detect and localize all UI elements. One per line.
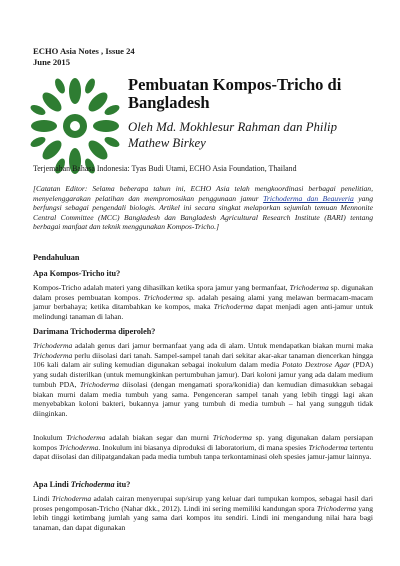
- issue-line: ECHO Asia Notes , Issue 24: [33, 46, 135, 56]
- section-heading-what-is: Apa Kompos-Tricho itu?: [33, 269, 121, 278]
- issue-header: [33, 46, 135, 67]
- text-run: . Inokulum ini biasanya diproduksi di laboratorium, di mana spesies: [98, 442, 309, 452]
- text-run: diisolasi (dengan mengamati spora/konidia) dan kemudian dimasukkan sebagai biakan murni dalam media tumbuh yang sama. Pengenceran sampel tanah yang lebih tinggi lagi akan menyebabkan koloni bakteri, bukannya jamur yang tumbuh di media tumbuh – hal yang sungguh tidak diinginkan.: [33, 379, 374, 418]
- text-run-italic: Potato Dextrose Agar: [281, 360, 350, 370]
- text-run-italic: Trichoderma: [308, 442, 348, 452]
- text-run-italic: Trichoderma: [33, 350, 73, 360]
- text-run: sp. yang digunakan dalam persiapan kompos: [33, 433, 373, 452]
- text-run-italic: Trichoderma: [70, 480, 115, 489]
- text-run: (PDA) yang sudah disterilkan (untuk memungkinkan pertumbuhan jamur). Dari koloni jamur yang ada dalam medium tumbuh PDA,: [33, 360, 373, 389]
- article-author: Oleh Md. Mokhlesur Rahman dan Philip Mathew Birkey: [128, 120, 337, 150]
- text-run-italic: Trichoderma: [59, 442, 99, 452]
- text-run-italic: Trichoderma: [66, 433, 106, 442]
- text-run: sp. digunakan dalam proses pembuatan kompos.: [33, 283, 373, 302]
- text-run-italic: Trichoderma: [79, 379, 120, 389]
- text-run: Lindi: [33, 494, 52, 503]
- issue-date: June 2015: [33, 56, 71, 67]
- text-run-italic: Trichoderma: [316, 503, 357, 513]
- article-title: Pembuatan Kompos-Tricho di Bangladesh: [128, 75, 342, 112]
- text-run: sp. adalah pesaing alami yang melawan bermacam-macam jamur berbahaya; ketika ditambahkan ke kompos, maka: [33, 292, 373, 312]
- text-run: adalah cairan menyerupai sup/sirup yang keluar dari tumpukan kompos, sebagai hasil dari proses pengomposan-Tricho (Nahar dkk., 2012). Lindi ini sering memiliki kandungan spora: [33, 494, 373, 513]
- text-run-italic: Trichoderma: [213, 302, 253, 312]
- section-heading-leachate: [33, 480, 130, 489]
- text-run: tertentu dapat diisolasi dan dilipatgandakan pada media tumbuh tanpa terkontaminasi oleh spesies jamur-jamur lainnya.: [33, 442, 373, 462]
- text-run-italic: Trichoderma: [33, 341, 73, 350]
- text-run-italic: Trichoderma: [289, 283, 329, 292]
- text-run: dapat menjadi agen anti-jamur untuk melindungi tanaman di lahan.: [33, 302, 373, 322]
- editor-note-text-end: yang berfungsi sebagai pengendali biologis. Artikel ini secara singkat melaporkan sejumlah temuan Mennonite Central Committee (MCC) Bangladesh dan Bangladesh Agricultural Research Institute (BARI) tentang berbagai manfaat dan teknik menggunakan Kompos-Tricho.]: [33, 193, 373, 232]
- paragraph-source-2: [33, 433, 373, 462]
- echo-asia-leaf-logo: [30, 74, 120, 178]
- text-run: Apa Lindi: [33, 480, 71, 489]
- text-run-italic: Trichoderma: [51, 494, 92, 503]
- text-run: yang lebih tinggi ketimbang jumlah yang sama dari kompos itu sendiri. Lindi ini mengandung nilai hara bagi tanaman, dan dapat digunakan: [33, 503, 373, 533]
- editor-note-text: [Catatan Editor: Selama beberapa tahun ini, ECHO Asia telah mengkoordinasi berbagai penelitian, menyelenggarakan pelatihan dan mempromosikan penggunaan jamur: [33, 184, 373, 203]
- text-run: Inokulum: [33, 433, 67, 442]
- text-run-italic: Trichoderma: [212, 433, 252, 442]
- text-run: adalah genus dari jamur bermanfaat yang ada di alam. Untuk mendapatkan biakan murni maka: [72, 341, 373, 350]
- editor-note: [33, 184, 373, 232]
- text-run: itu?: [114, 480, 131, 489]
- intro-heading: Pendahuluan: [33, 253, 80, 262]
- leaf-logo-icon: [30, 74, 120, 178]
- translation-credit: Terjemahan Bahasa Indonesia: Tyas Budi Utami, ECHO Asia Foundation, Thailand: [33, 164, 297, 173]
- paragraph-what-is: [33, 283, 373, 322]
- trichoderma-beauveria-link[interactable]: Trichoderma dan Beauveria: [263, 193, 354, 203]
- text-run: perlu diisolasi dari tanah. Sampel-sampel tanah dari sekitar akar-akar tanaman diencerkan hingga 106 kali dalam air suling kemudian digunakan sebagai inokulum dalam media: [33, 350, 373, 370]
- paragraph-leachate: [33, 494, 373, 533]
- section-heading-source: Darimana Trichoderma diperoleh?: [33, 327, 156, 336]
- text-run: adalah biakan segar dan murni: [105, 433, 213, 442]
- text-run: Kompos-Tricho adalah materi yang dihasilkan ketika spora jamur yang bermanfaat,: [33, 283, 290, 292]
- paragraph-source-1: [33, 341, 373, 419]
- text-run-italic: Trichoderma: [143, 292, 183, 302]
